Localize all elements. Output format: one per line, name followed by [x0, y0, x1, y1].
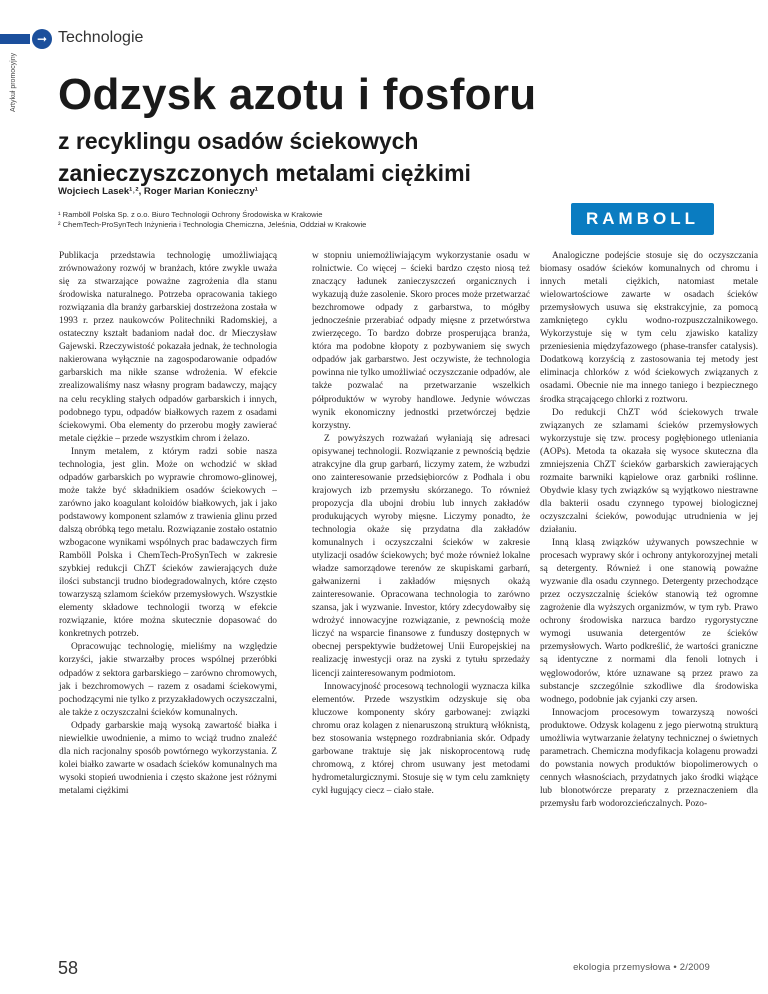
- affiliation-1: ¹ Ramböll Polska Sp. z o.o. Biuro Technologii Ochrony Środowiska w Krakowie: [58, 210, 323, 219]
- authors: Wojciech Lasek¹˒², Roger Marian Konieczny¹: [58, 186, 258, 197]
- ramboll-logo: RAMBOLL: [571, 203, 714, 235]
- text-column-2: [312, 250, 530, 798]
- affiliation-2: ² ChemTech-ProSynTech Inżynieria i Technologia Chemiczna, Jeleśnia, Oddział w Krakowie: [58, 220, 367, 229]
- paragraph: Analogiczne podejście stosuje się do oczyszczania biomasy osadów ścieków komunalnych od chromu i innych metali ciężkich, natomiast metale wielowartościowe zawarte w osadach ścieków przemysłowych usuwa się ekstrakcyjnie, za pomocą zamkniętego cyklu wodno-rozpuszczalnikowego. Wykorzystuje się w tym celu zjawisko katalizy przeniesienia międzyfazowego (phase-transfer catalysis). Dodatkową korzyścią z zastosowania tej metody jest eliminacja chlorków z wód ściekowych związanych z osadami. Obecnie nie ma innego taniego i bezpiecznego środka strącającego chlorki z roztworu.: [540, 251, 758, 405]
- article-title: Odzysk azotu i fosforu: [58, 70, 537, 119]
- paragraph: Innym metalem, z którym radzi sobie nasza technologia, jest glin. Może on wchodzić w skład odpadów garbarskich po wyprawie chromowo-glinowej, może także być składnikiem osadów ściekowych – zarówno jako koagulant koloidów białkowych, jak i jako podstawowy komponent szlamów z trawienia glinu przed dalszą obróbką tego metalu. Rozwiązanie zostało ostatnio wzbogacone wynikami wspólnych prac badawczych firm Ramböll Polska i ChemTech-ProSynTech w zakresie szybkiej redukcji ChZT ścieków zawierających duże ilości substancji trudno biodegradowalnych, które często towarzyszą szlamom ścieków przemysłowych. Wszystkie elementy składowe technologii tworzą w efekcie rozwiązanie, które można skutecznie dopasować do konkretnych potrzeb.: [59, 446, 277, 640]
- text-column-1: [59, 250, 277, 798]
- page-number: 58: [58, 958, 79, 978]
- paragraph: Opracowując technologię, mieliśmy na względzie korzyści, jakie stwarzałby proces wspólnej przeróbki odpadów z sektora garbarskiego – zarówno chromowych, jak i bezchromowych – razem z osadami ściekowymi, pochodzącymi nie tylko z przyzakładowych oczyszczalni, ale także z oczyszczalni ścieków komunalnych.: [59, 642, 277, 718]
- paragraph: Do redukcji ChZT wód ściekowych trwale związanych ze szlamami ścieków przemysłowych wykorzystuje się tzw. procesy pogłębionego utleniania (AOPs). Metoda ta okazała się wysoce skuteczna dla zmniejszenia ChZT ścieków garbarskich zawierających rozmaite barwniki kąpielowe oraz garbniki roślinne. Obydwie klasy tych związków są wyjątkowo niestrawne dla bakterii osadu czynnego typowej biologicznej oczyszczalni ścieków, powodując utrudnienia w jej działaniu.: [540, 407, 758, 535]
- affiliations: [58, 210, 366, 230]
- text-column-3: [540, 250, 758, 811]
- paragraph: Innowacjom procesowym towarzyszą nowości produktowe. Odzysk kolagenu z jego pierwotną strukturą umożliwia wytwarzanie żelatyny technicznej o świetnych parametrach. Chemiczna modyfikacja kolagenu prowadzi do powstania nowych produktów biopolimerowych o cennych własnościach, przydatnych jako środki wiążące lub blonotwórcze preparaty z przeznaczeniem dla przemysłu farb wodorozcieńczalnych. Pozo-: [540, 707, 758, 809]
- article-type-label: Artykuł promocyjny: [10, 52, 17, 112]
- arrow-icon: ➞: [32, 29, 52, 49]
- paragraph: Odpady garbarskie mają wysoką zawartość białka i niewielkie uwodnienie, a mimo to wciąż trudno znaleźć dla nich racjonalny sposób powtórnego wykorzystania. Z kolei białko zawarte w osadach ścieków komunalnych ma wysoki stopień uwodnienia i często skażone jest różnymi metalami ciężkimi: [59, 720, 277, 796]
- paragraph: Z powyższych rozważań wyłaniają się adresaci opisywanej technologii. Rozwiązanie z pewnością będzie atrakcyjne dla grup garbarń, liczymy zatem, że wzbudzi ono zainteresowanie przedsiębiorców z Podhala i obu krajowych izb przemysłu skórzanego. To również propozycja dla ubojni drobiu lub innych zakładów produkujących wyroby mięsne. Liczymy ponadto, że technologia okaże się przydatna dla zakładów komunalnych i oczyszczalni ścieków w zakresie utylizacji osadów ściekowych; być może również lokalne władze samorządowe terenów ze skupiskami garbarń, gałwanizerni i zakładów mięsnych okażą zainteresowanie. Opracowana technologia to zarówno szansa, jak i wyzwanie. Investor, który zdecydowałby się wdrożyć innowacyjne rozwiązanie, z pewnością może liczyć na wsparcie finansowe z funduszy dostępnych w obecnej perspektywie budżetowej Unii Europejskiej na realizację inwestycji oraz na zyski z tytułu sprzedaży licencji zainteresowanym podmiotom.: [312, 433, 530, 679]
- section-color-bar: [0, 34, 30, 44]
- journal-footer: ekologia przemysłowa • 2/2009: [573, 962, 710, 973]
- section-label: Technologie: [58, 29, 144, 46]
- paragraph: Innowacyjność procesową technologii wyznacza kilka elementów. Przede wszystkim odzyskuje się oba kluczowe komponenty skóry garbowanej: związki chromu oraz kolagen z nienaruszoną strukturą włóknistą, bez stosowania wstępnego rozdrabniania skór. Odpady garbowane traktuje się jak niskoprocentową rudę chromową, z której chrom usuwany jest metodami hydrometalurgicznymi. Stosuje się w tym celu zamknięty cykl ługujący ciecz – ciało stałe.: [312, 681, 530, 796]
- article-subtitle: z recyklingu osadów ściekowych zanieczyszczonych metalami ciężkimi: [58, 128, 471, 186]
- paragraph: Publikacja przedstawia technologię umożliwiającą zrównoważony rozwój w branżach, które zwykle uważa się za stwarzające poważne zagrożenia dla stanu środowiska naturalnego. Potrzeba opracowania takiego rozwiązania dla branży garbarskiej dostrzeżona została w 1993 r. przez naukowców Politechniki Radomskiej, a ostateczny kształt badaniom nadał doc. dr Mieczysław Gajewski. Rzeczywistość pokazała jednak, że technologia nakierowana wyłącznie na zagospodarowanie odpadów garbarskich ma nikłe szanse wdrożenia. W efekcie zrealizowaliśmy nasz własny program badawczy, mający na celu recykling stałych odpadów garbarskich i innych, podobnego typu, odpadów białkowych razem z osadami ściekowymi. Oba elementy do przerobu mogły zawierać metale ciężkie – przede wszystkim chrom i żelazo.: [59, 251, 277, 444]
- paragraph: w stopniu uniemożliwiającym wykorzystanie osadu w rolnictwie. Co więcej – ścieki bardzo często niosą też znaczący ładunek zanieczyszczeń organicznych i wykazują duże zasolenie. Skoro proces może przetwarzać bezchromowe odpady z garbarstwa, to mógłby jednocześnie przerabiać odpady mięsne z przetwórstwa zwierzęcego. To bardzo dobrze prosperująca branża, która ma podobne kłopoty z pozbywaniem się swych odpadów jak garbarstwo. Jest oczywiste, że technologia powinna nie tylko umożliwiać oczyszczanie odpadów, ale także pozwalać na przetwarzanie wszelkich półproduktów w wyroby handlowe. Jedynie wówczas wynik ekonomiczny jednostki przetwórczej będzie korzystny.: [312, 251, 530, 431]
- paragraph: Inną klasą związków używanych powszechnie w procesach wyprawy skór i ochrony antykorozyjnej metali są detergenty. Również i one stanowią poważne wyzwanie dla osadu czynnego. Detergenty przechodzące przez oczyszczalnię ścieków stanowią też ogromne zagrożenie dla wyższych organizmów, w tym ryb. Prawo ochrony środowiska narzuca bardzo rygorystyczne wymogi usuwania detergentów ze ścieków przemysłowych. Warto podkreślić, że wartości graniczne są identyczne z normami dla fenoli lotnych i węglowodorów, które uznawane są przez prawo za substancje szczególnie szkodliwe dla środowiska wodnego, podobnie jak cyjanki czy arsen.: [540, 538, 758, 705]
